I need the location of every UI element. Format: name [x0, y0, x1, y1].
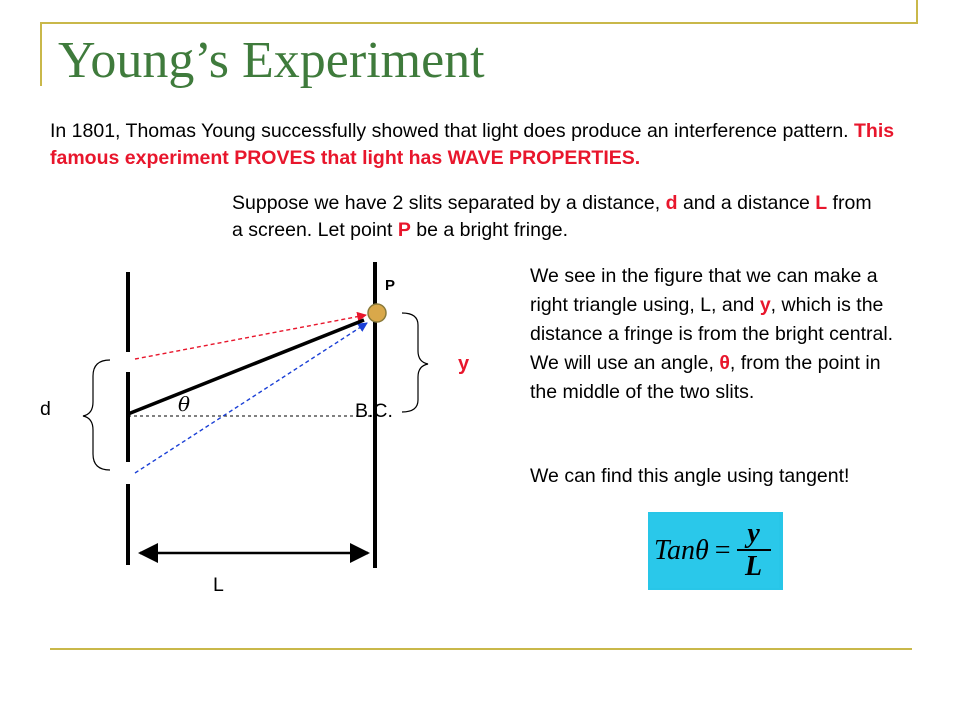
- tangent-formula: [648, 512, 783, 590]
- suppose-text-4: be a bright fringe.: [410, 219, 569, 241]
- explain-text-1: We see in the figure that we can make a right triangle using, L, and: [530, 265, 878, 316]
- label-p: P: [385, 277, 396, 294]
- suppose-text-1: Suppose we have 2 slits separated by a distance,: [232, 192, 666, 214]
- y-brace: [402, 313, 428, 412]
- formula-content: [650, 514, 779, 588]
- formula-denominator: L: [745, 551, 763, 582]
- label-y: y: [458, 353, 470, 375]
- formula-numerator: y: [747, 518, 760, 549]
- suppose-P: P: [397, 219, 411, 241]
- explain-theta: θ: [719, 352, 730, 374]
- formula-equals: =: [714, 535, 731, 566]
- label-l: L: [213, 574, 224, 596]
- intro-text: In 1801, Thomas Young successfully showed that light does produce an interference pattern.: [50, 120, 854, 142]
- label-bc: B.C.: [355, 400, 393, 422]
- label-theta: θ: [178, 392, 191, 416]
- red-ray: [135, 315, 366, 359]
- point-p-marker: [368, 304, 386, 322]
- formula-fraction: [737, 519, 771, 583]
- formula-lhs: Tanθ: [654, 535, 709, 566]
- suppose-d: d: [665, 192, 678, 214]
- explain-y: y: [759, 294, 771, 316]
- slide-title: Young’s Experiment: [58, 32, 485, 89]
- explain-text-2: , which is the distance a fringe is from the bright central. We will use an angle,: [530, 294, 894, 374]
- find-paragraph: We can find this angle using tangent!: [530, 465, 850, 487]
- suppose-L: L: [815, 192, 828, 214]
- intro-highlight: This famous experiment PROVES that light has WAVE PROPERTIES.: [50, 120, 895, 169]
- suppose-text-2: and a distance: [677, 192, 816, 214]
- explain-text-3: , from the point in the middle of the two slits.: [530, 352, 881, 403]
- suppose-text-3: from a screen. Let point: [232, 192, 872, 241]
- center-ray: [128, 320, 364, 414]
- d-brace: [83, 360, 110, 470]
- label-d: d: [40, 398, 51, 420]
